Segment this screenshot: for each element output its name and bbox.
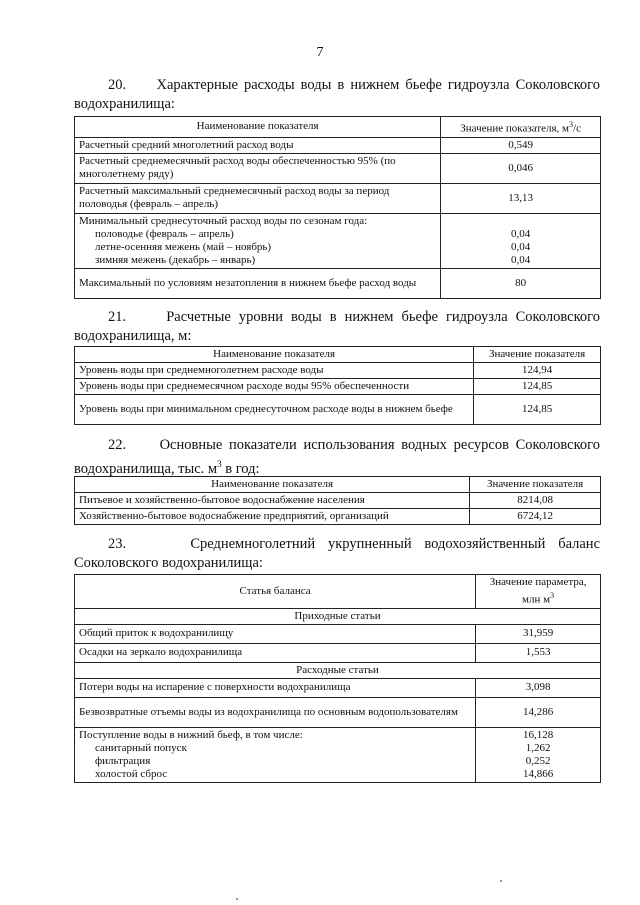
section-title: Основные показатели использования водных ресурсов Соколовского <box>159 437 600 453</box>
table-row: Хозяйственно-бытовое водоснабжение предприятий, организаций 6724,12 <box>75 509 601 525</box>
outflow-value: 14,866 <box>522 767 554 780</box>
section-title-cont: Соколовского водохранилища: <box>74 555 263 571</box>
table-row: Уровень воды при среднемесячном расходе воды 95% обеспеченности 124,85 <box>75 379 601 395</box>
table-row: Расчетный максимальный среднемесячный расход воды за период половодья (февраль – апрель) 13,13 <box>75 183 601 213</box>
header-name: Статья баланса <box>75 575 476 609</box>
table-row <box>75 213 601 268</box>
table-row: Уровень воды при минимальном среднесуточном расходе воды в нижнем бьефе 124,85 <box>75 395 601 425</box>
section-title: Расчетные уровни воды в нижнем бьефе гидроузла Соколовского <box>166 309 601 325</box>
table-row: Питьевое и хозяйственно-бытовое водоснабжение населения 8214,08 <box>75 493 601 509</box>
season-value: 0,04 <box>511 240 531 253</box>
outflow-item: холостой сброс <box>95 767 168 780</box>
balance-table <box>74 574 601 783</box>
table-row: Безвозвратные отъемы воды из водохранилища по основным водопользователям 14,286 <box>75 697 601 727</box>
table-row: Потери воды на испарение с поверхности водохранилища 3,098 <box>75 678 601 697</box>
outflow-value: 1,262 <box>525 741 551 754</box>
outflow-value: 0,252 <box>525 754 551 767</box>
header-name: Наименование показателя <box>75 347 474 363</box>
section-title-cont: водохранилища: <box>74 96 175 112</box>
usage-table <box>74 476 601 525</box>
table-header <box>75 477 601 493</box>
table-header <box>75 117 601 138</box>
header-value: Значение параметра, млн $м^3$ <box>476 575 601 609</box>
table-row: Общий приток к водохранилищу 31,959 <box>75 624 601 643</box>
table-row: Расчетный средний многолетний расход воды 0,549 <box>75 137 601 153</box>
scan-speck <box>236 898 238 900</box>
table-header <box>75 347 601 363</box>
table-row: Расчетный среднемесячный расход воды обеспеченностью 95% (по многолетнему ряду) 0,046 <box>75 153 601 183</box>
season-label: зимняя межень (декабрь – январь) <box>95 253 256 266</box>
discharge-table <box>74 116 601 299</box>
outflow-item: санитарный попуск <box>95 741 187 754</box>
section-title-cont: водохранилища, м: <box>74 328 192 344</box>
section-number: 23. <box>108 536 127 552</box>
header-name: Наименование показателя <box>75 117 441 138</box>
header-value: Значение показателя, $м^3/с$ <box>441 117 601 138</box>
page-number: 7 <box>316 45 324 60</box>
section-number: 20. <box>108 77 127 93</box>
season-value: 0,04 <box>511 253 531 266</box>
outflow-total: 16,128 <box>522 728 554 741</box>
outflow-title: Поступление воды в нижний бьеф, в том числе: <box>79 728 303 741</box>
header-value: Значение показателя <box>474 347 601 363</box>
section-number: 21. <box>108 309 127 325</box>
section-22-heading: 22. Основные показатели использования водных ресурсов Соколовского водохранилища, тыс. $м^3$ в год: <box>74 437 600 477</box>
section-title-cont: водохранилища, тыс. м <box>74 460 218 477</box>
season-value: 0,04 <box>511 227 531 240</box>
scan-speck <box>500 880 502 882</box>
expense-header-row: Расходные статьи <box>75 662 601 678</box>
section-20-heading <box>74 76 600 114</box>
season-label: летне-осенняя межень (май – ноябрь) <box>95 240 272 253</box>
levels-table <box>74 346 601 425</box>
table-row: Уровень воды при среднемноголетнем расходе воды 124,94 <box>75 363 601 379</box>
header-name: Наименование показателя <box>75 477 470 493</box>
section-number: 22. <box>108 437 127 453</box>
table-row: Максимальный по условиям незатопления в нижнем бьефе расход воды 80 <box>75 268 601 298</box>
outflow-item: фильтрация <box>95 754 151 767</box>
section-23-heading <box>74 535 600 573</box>
table-row <box>75 727 601 782</box>
header-value: Значение показателя <box>470 477 601 493</box>
table-row: Осадки на зеркало водохранилища 1,553 <box>75 643 601 662</box>
income-header-row: Приходные статьи <box>75 608 601 624</box>
season-label: половодье (февраль – апрель) <box>95 227 234 240</box>
section-title: Характерные расходы воды в нижнем бьефе гидроузла Соколовского <box>156 77 600 93</box>
section-21-heading <box>74 308 600 346</box>
min-flow-title: Минимальный среднесуточный расход воды по сезонам года: <box>79 214 368 227</box>
table-header <box>75 575 601 609</box>
section-title: Среднемноголетний укрупненный водохозяйственный баланс <box>190 536 601 552</box>
